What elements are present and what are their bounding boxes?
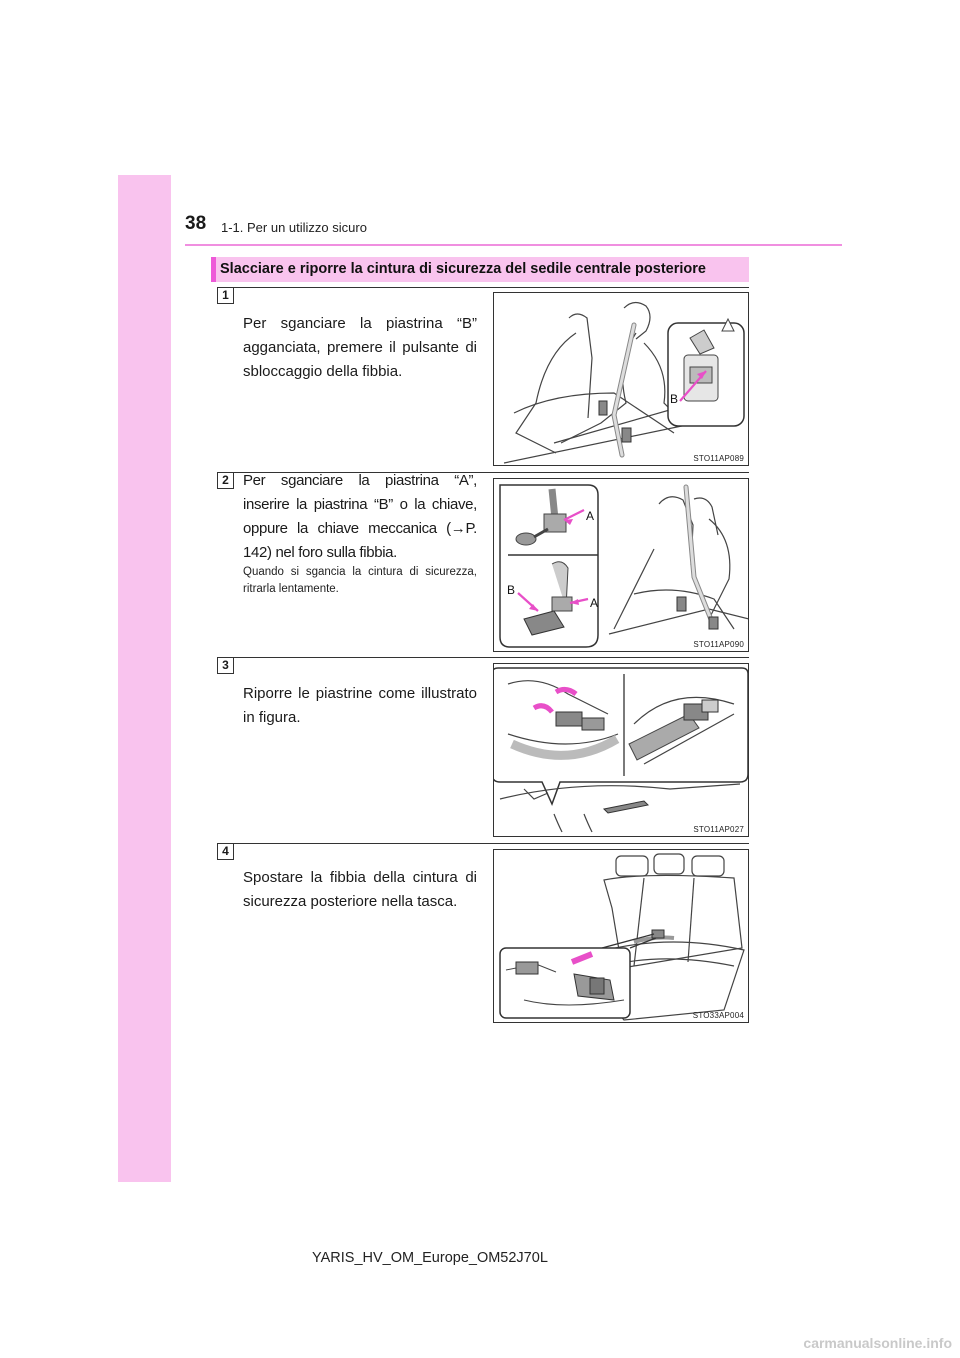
rear-seat-buckle-illustration: [494, 293, 749, 466]
plate-storage-illustration: [494, 664, 749, 837]
step-number-2: 2: [217, 472, 234, 489]
step-divider-1: [217, 287, 749, 288]
step-number-4: 4: [217, 843, 234, 860]
label-b: B: [670, 392, 679, 406]
step-number-1: 1: [217, 287, 234, 304]
step-text-4: Spostare la fibbia della cintura di sicurezza posteriore nella tasca.: [243, 869, 477, 910]
figure-code-2: STO11AP090: [693, 640, 744, 649]
figure-code-4: STO33AP004: [692, 1011, 744, 1020]
figure-2: [493, 478, 749, 652]
step-text-3: Riporre le piastrine come illustrato in figura.: [243, 685, 477, 726]
label-b: B: [507, 583, 516, 597]
subheading: Slacciare e riporre la cintura di sicurezza del sedile centrale posteriore: [211, 257, 749, 282]
watermark: carmanualsonline.info: [803, 1335, 952, 1351]
buckle-release-illustration: [494, 479, 749, 652]
figure-code-1: STO11AP089: [693, 454, 744, 463]
rear-bench-pocket-illustration: [494, 850, 749, 1023]
header-divider: [185, 244, 842, 246]
step-divider-4: [217, 843, 749, 844]
figure-4: [493, 849, 749, 1023]
figure-1: [493, 292, 749, 466]
figure-code-3: STO11AP027: [693, 825, 744, 834]
footer-document-id: YARIS_HV_OM_Europe_OM52J70L: [312, 1250, 548, 1266]
label-a-top: A: [586, 509, 595, 523]
step-note-2: Quando si sgancia la cintura di sicurezza, ritrarla lentamente.: [243, 566, 477, 595]
side-tab: [118, 175, 171, 1182]
step-text-2: Per sganciare la piastrina “A”, inserire la piastrina “B” o la chiave, oppure la chiave meccanica (→P. 142) nel foro sulla fibbia.: [243, 472, 477, 561]
step-divider-3: [217, 657, 749, 658]
step-number-3: 3: [217, 657, 234, 674]
figure-3: [493, 663, 749, 837]
label-a-bottom: A: [590, 596, 599, 610]
step-text-1: Per sganciare la piastrina “B” agganciata, premere il pulsante di sbloccaggio della fibbia.: [243, 315, 477, 380]
page-number: 38: [185, 213, 207, 234]
section-title: 1-1. Per un utilizzo sicuro: [221, 220, 367, 235]
